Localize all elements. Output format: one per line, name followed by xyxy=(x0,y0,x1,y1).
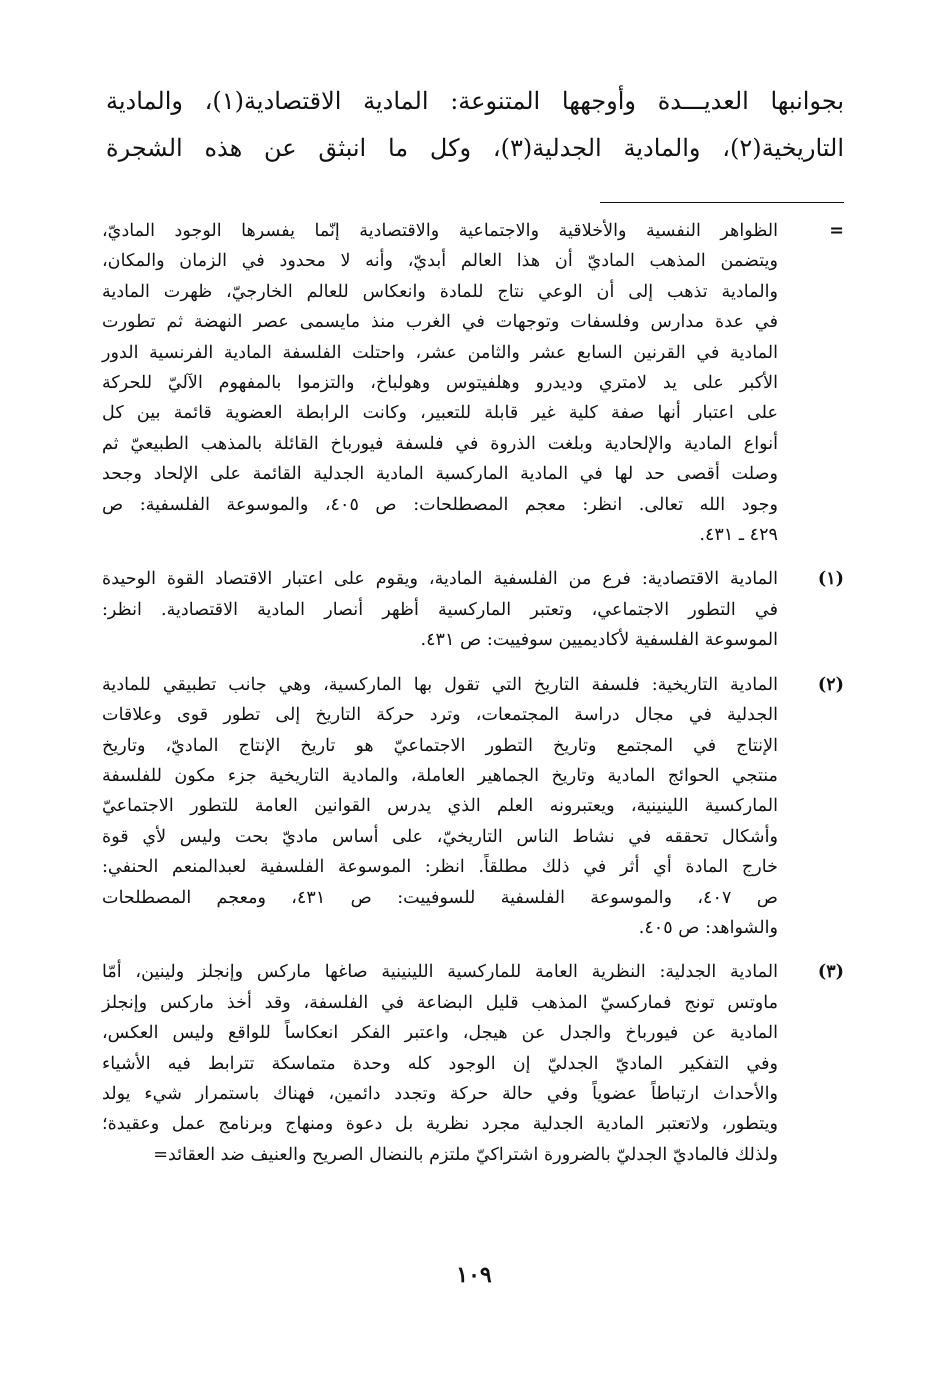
footnote-line: الجدلية في مجال دراسة المجتمعات، وترد حركة التاريخ إلى تطور قوى وعلاقات xyxy=(102,705,778,726)
footnote-line: المادية الاقتصادية: فرع من الفلسفية المادية، ويقوم على اعتبار الاقتصاد القوة الوحيدة xyxy=(102,569,778,590)
footnote-line: أنواع المادية والإلحادية وبلغت الذروة في فلسفة فيورباخ القائلة بالمذهب الطبيعيّ ثم xyxy=(102,433,778,454)
footnote-line: المادية الجدلية: النظرية العامة للماركسية اللينينية صاغها ماركس وإنجلز ولينين، أمّا xyxy=(102,962,778,983)
footnote-marker: = xyxy=(829,220,844,241)
footnote-line: في التطور الاجتماعي، وتعتبر الماركسية أظهر أنصار المادية الاقتصادية. انظر: xyxy=(102,599,778,620)
footnote-line: الماركسية اللينينية، ويعتبرونه العلم الذي يدرس القوانين العامة للتطور الاجتماعيّ xyxy=(102,796,778,817)
footnote-line: والمادية تذهب إلى أن الوعي نتاج للمادة وانعكاس للعالم الخارجيّ، ظهرت المادية xyxy=(102,281,778,302)
footnote-line: وأشكال تحققه في نشاط الناس التاريخيّ، على أساس ماديّ بحت وليس لأي قوة xyxy=(102,826,778,847)
footnote xyxy=(102,216,844,550)
footnote-text xyxy=(102,216,778,550)
footnote-line: ولذلك فالماديّ الجدليّ بالضرورة اشتراكيّ ملتزم بالنضال الصريح والعنيف ضد العقائد= xyxy=(153,1144,778,1165)
footnotes xyxy=(102,216,844,1184)
footnote xyxy=(102,957,844,1170)
footnote-line: ص ٤٠٧، والموسوعة الفلسفية للسوفييت: ص ٤٣١، ومعجم المصطلحات xyxy=(102,887,778,908)
footnote-line: ٤٢٩ ـ ٤٣١. xyxy=(699,525,778,546)
footnote-line: ويتضمن المذهب الماديّ أن هذا العالم أبديّ، وأنه لا محدود في الزمان والمكان، xyxy=(102,251,778,272)
footnote-line: المادية التاريخية: فلسفة التاريخ التي تقول بها الماركسية، وهي جانب تطبيقي للمادية xyxy=(102,674,778,695)
footnote-divider xyxy=(600,202,844,203)
footnote-marker: (١) xyxy=(817,568,844,590)
footnote-line: على اعتبار أنها صفة كلية غير قابلة للتعبير، وكانت الرابطة العضوية قائمة بين كل xyxy=(102,403,778,424)
footnote xyxy=(102,564,844,655)
footnote-line: ويتطور، ولاتعتبر المادية الجدلية مجرد نظرية بل دعوة ومنهاج وبرنامج عمل وعقيدة؛ xyxy=(102,1114,778,1135)
footnote-text xyxy=(102,564,778,655)
footnote-line: الظواهر النفسية والأخلاقية والاجتماعية والاقتصادية إنّما يفسرها الوجود الماديّ، xyxy=(102,221,778,241)
footnote-line: وصلت أقصى حد لها في المادية الماركسية المادية الجدلية القائمة على الإلحاد وجحد xyxy=(102,464,778,485)
footnote-marker: (٣) xyxy=(817,961,844,983)
main-text-line: التاريخية(٢)، والمادية الجدلية(٣)، وكل ما انبثق عن هذه الشجرة xyxy=(106,134,844,162)
footnote-text xyxy=(102,670,778,944)
footnote-line: والأحداث ارتباطاً عضوياً وفي حالة حركة وتجدد دائمين، فهناك باستمرار شيء يولد xyxy=(102,1083,778,1104)
footnote-line: الموسوعة الفلسفية لأكاديميين سوفييت: ص ٤٣١. xyxy=(420,630,778,651)
footnote-line: الإنتاج في المجتمع وتاريخ التطور الاجتماعيّ هو تاريخ الإنتاج الماديّ، وتاريخ xyxy=(102,735,778,756)
main-text-line: بجوانبها العديـــدة وأوجهها المتنوعة: المادية الاقتصادية(١)، والمادية xyxy=(106,87,845,115)
footnote-line: الأكبر على يد لامتري وديدرو وهلفيتوس وهولباخ، والتزموا بالمفهوم الآليّ للحركة xyxy=(102,373,778,394)
footnote xyxy=(102,670,844,944)
footnote-line: المادية في القرنين السابع عشر والثامن عشر، واحتلت الفلسفة المادية الفرنسية الدور xyxy=(102,342,778,363)
main-text xyxy=(106,78,844,172)
footnote-line: منتجي الحوائج المادية وتاريخ الجماهير العاملة، والمادية التاريخية جزء مكون للفلسفة xyxy=(102,765,778,786)
footnote-line: وفي التفكير الماديّ الجدليّ إن الوجود كله وحدة متماسكة تترابط فيه الأشياء xyxy=(102,1053,778,1074)
footnote-line: المادية عن فيورباخ والجدل عن هيجل، واعتبر الفكر انعكاساً للواقع وليس العكس، xyxy=(102,1023,778,1044)
footnote-marker: (٢) xyxy=(817,673,844,695)
footnote-line: ماوتس تونج فماركسيّ المذهب قليل البضاعة في الفلسفة، وقد أخذ ماركس وإنجلز xyxy=(102,992,778,1013)
footnote-text xyxy=(102,957,778,1170)
page-number: ١٠٩ xyxy=(456,1262,492,1288)
footnote-line: وجود الله تعالى. انظر: معجم المصطلحات: ص ٤٠٥، والموسوعة الفلسفية: ص xyxy=(102,494,779,515)
footnote-line: في عدة مدارس وفلسفات وتوجهات في الغرب منذ مايسمى عصر النهضة ثم تطورت xyxy=(102,312,778,333)
footnote-line: خارج المادة أي أثر في ذلك مطلقاً. انظر: الموسوعة الفلسفية لعبدالمنعم الحنفي: xyxy=(102,857,778,878)
footnote-line: والشواهد: ص ٤٠٥. xyxy=(638,917,778,938)
